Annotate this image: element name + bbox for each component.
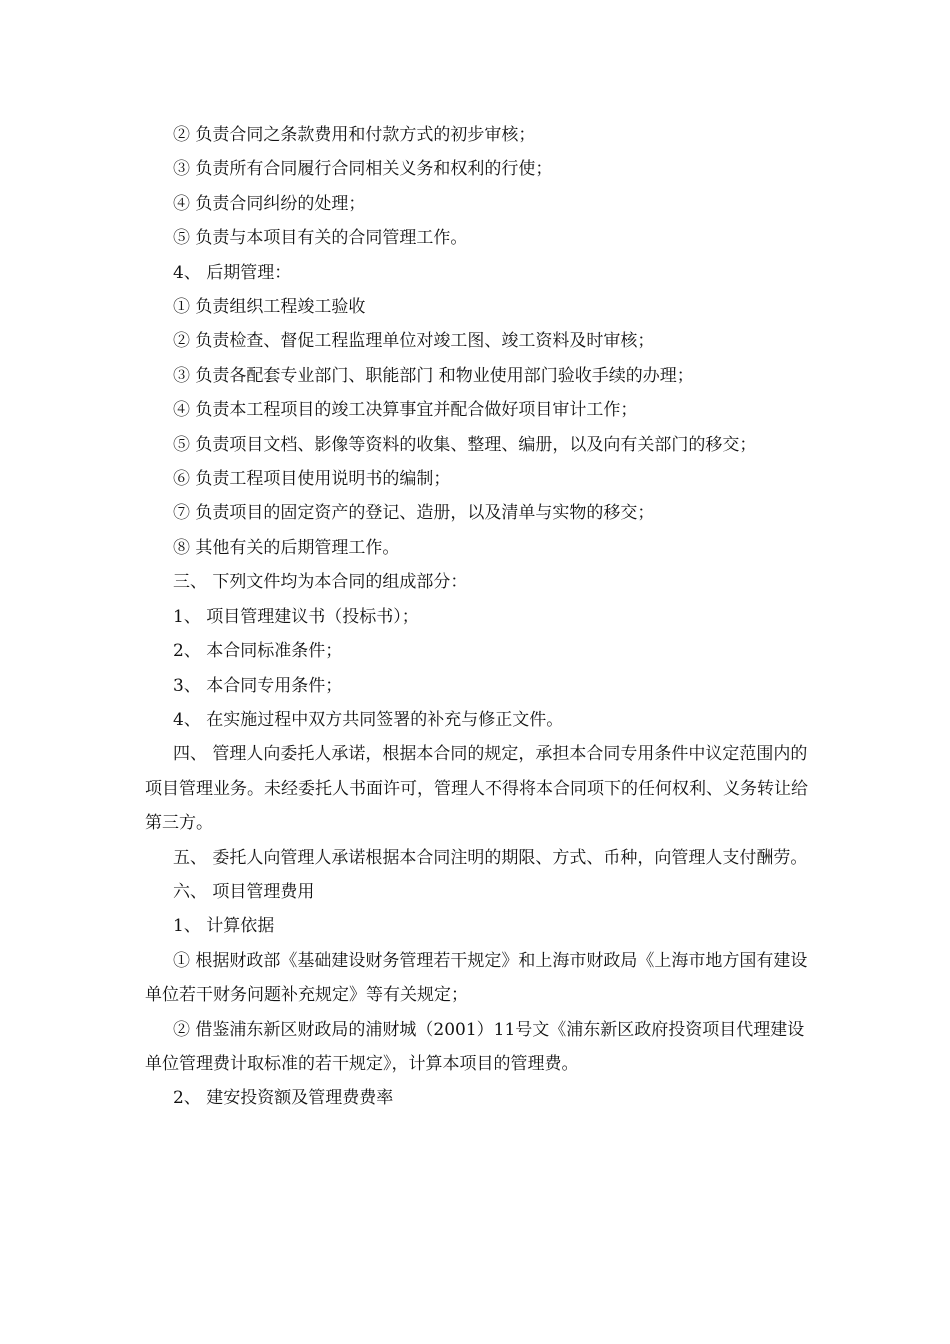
list-item-later-7: ⑦ 负责项目的固定资产的登记、造册，以及清单与实物的移交； <box>173 503 655 524</box>
list-item-later-2: ② 负责检查、督促工程监理单位对竣工图、竣工资料及时审核； <box>173 331 655 352</box>
subheading-basis: 1、 计算依据 <box>173 916 275 937</box>
list-item-later-6: ⑥ 负责工程项目使用说明书的编制； <box>173 469 451 490</box>
subheading-fee-rate: 2、 建安投资额及管理费费率 <box>173 1088 394 1109</box>
list-item-later-4: ④ 负责本工程项目的竣工决算事宜并配合做好项目审计工作； <box>173 400 638 421</box>
section-paragraph-five: 五、 委托人向管理人承诺根据本合同注明的期限、方式、币种，向管理人支付酬劳。 <box>173 847 808 868</box>
list-item-basis-2: ② 借鉴浦东新区财政局的浦财城（2001）11号文《浦东新区政府投资项目代理建设单位管理费计取标准的若干规定》，计算本项目的管理费。 <box>145 1019 805 1074</box>
section-heading-later-management: 4、 后期管理： <box>173 262 292 283</box>
list-item-later-5: ⑤ 负责项目文档、影像等资料的收集、整理、编册，以及向有关部门的移交； <box>173 434 757 455</box>
list-item-doc-3: 3、 本合同专用条件； <box>173 675 343 696</box>
list-item-doc-2: 2、 本合同标准条件； <box>173 641 343 662</box>
list-item-basis-1: ① 根据财政部《基础建设财务管理若干规定》和上海市财政局《上海市地方国有建设单位若干财务问题补充规定》等有关规定； <box>145 950 808 1006</box>
document-body <box>145 118 810 1116</box>
list-item-contract-4: ④ 负责合同纠纷的处理； <box>173 193 366 214</box>
list-item-later-8: ⑧ 其他有关的后期管理工作。 <box>173 537 400 558</box>
list-item-contract-5: ⑤ 负责与本项目有关的合同管理工作。 <box>173 228 468 249</box>
list-item-later-1: ① 负责组织工程竣工验收 <box>173 297 366 318</box>
section-heading-six: 六、 项目管理费用 <box>173 881 315 902</box>
list-item-doc-4: 4、 在实施过程中双方共同签署的补充与修正文件。 <box>173 709 564 730</box>
list-item-contract-2: ② 负责合同之条款费用和付款方式的初步审核； <box>173 125 536 145</box>
section-paragraph-four: 四、 管理人向委托人承诺，根据本合同的规定，承担本合同专用条件中议定范围内的项目管理业务。未经委托人书面许可，管理人不得将本合同项下的任何权利、义务转让给第三方。 <box>145 744 808 834</box>
section-heading-three: 三、 下列文件均为本合同的组成部分： <box>173 572 468 593</box>
list-item-doc-1: 1、 项目管理建议书（投标书）； <box>173 606 419 627</box>
list-item-contract-3: ③ 负责所有合同履行合同相关义务和权利的行使； <box>173 159 553 180</box>
list-item-later-3: ③ 负责各配套专业部门、职能部门 和物业使用部门验收手续的办理； <box>173 365 694 386</box>
